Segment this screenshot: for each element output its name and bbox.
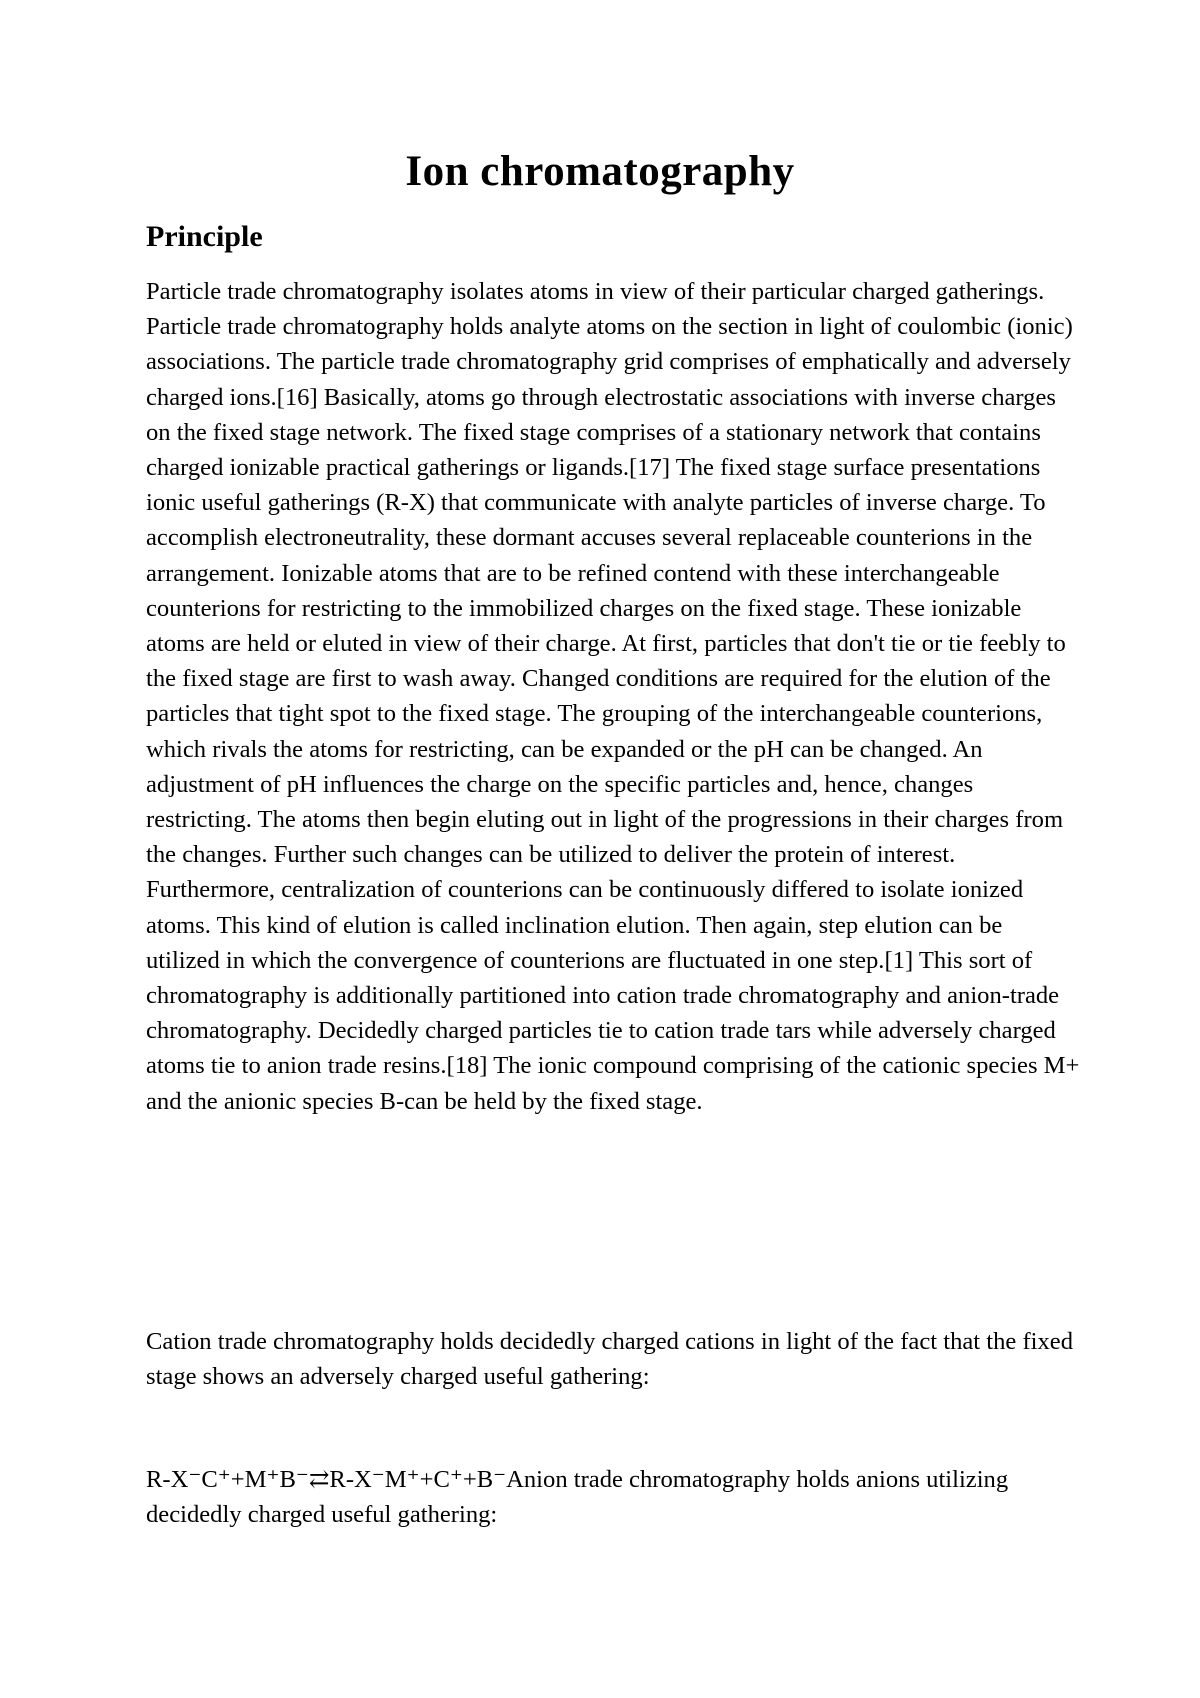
body-paragraph: Particle trade chromatography isolates atoms in view of their particular charged gatherings. Particle trade chromatography holds analyte atoms on the section in light of coulombic (ionic) associations. The particle trade chromatography grid comprises of emphatically and adversely charged ions.[16] Basically, atoms go through electrostatic associations with inverse charges on the fixed stage network. The fixed stage comprises of a stationary network that contains charged ionizable practical gatherings or ligands.[17] The fixed stage surface presentations ionic useful gatherings (R-X) that communicate with analyte particles of inverse charge. To accomplish electroneutrality, these dormant accuses several replaceable counterions in the arrangement. Ionizable atoms that are to be refined contend with these interchangeable counterions for restricting to the immobilized charges on the fixed stage. These ionizable atoms are held or eluted in view of their charge. At first, particles that don't tie or tie feebly to the fixed stage are first to wash away. Changed conditions are required for the elution of the particles that tight spot to the fixed stage. The grouping of the interchangeable counterions, which rivals the atoms for restricting, can be expanded or the pH can be changed. An adjustment of pH influences the charge on the specific particles and, hence, changes restricting. The atoms then begin eluting out in light of the progressions in their charges from the changes. Further such changes can be utilized to deliver the protein of interest. Furthermore, centralization of counterions can be continuously differed to isolate ionized atoms. This kind of elution is called inclination elution. Then again, step elution can be utilized in which the convergence of counterions are fluctuated in one step.[1] This sort of chromatography is additionally partitioned into cation trade chromatography and anion-trade chromatography. Decidedly charged particles tie to cation trade tars while adversely charged atoms tie to anion trade resins.[18] The ionic compound comprising of the cationic species M+ and the anionic species B-can be held by the fixed stage. [146, 278, 1080, 1115]
section-heading: Principle [146, 220, 263, 253]
body-paragraph: Cation trade chromatography holds decidedly charged cations in light of the fact that the fixed stage shows an adversely charged useful gathering: [146, 1328, 1073, 1391]
document-title: Ion chromatography [405, 148, 795, 195]
body-paragraph: R-X⁻C⁺+M⁺B⁻⇄R-X⁻M⁺+C⁺+B⁻Anion trade chromatography holds anions utilizing decidedly charged useful gathering: [146, 1466, 1009, 1529]
